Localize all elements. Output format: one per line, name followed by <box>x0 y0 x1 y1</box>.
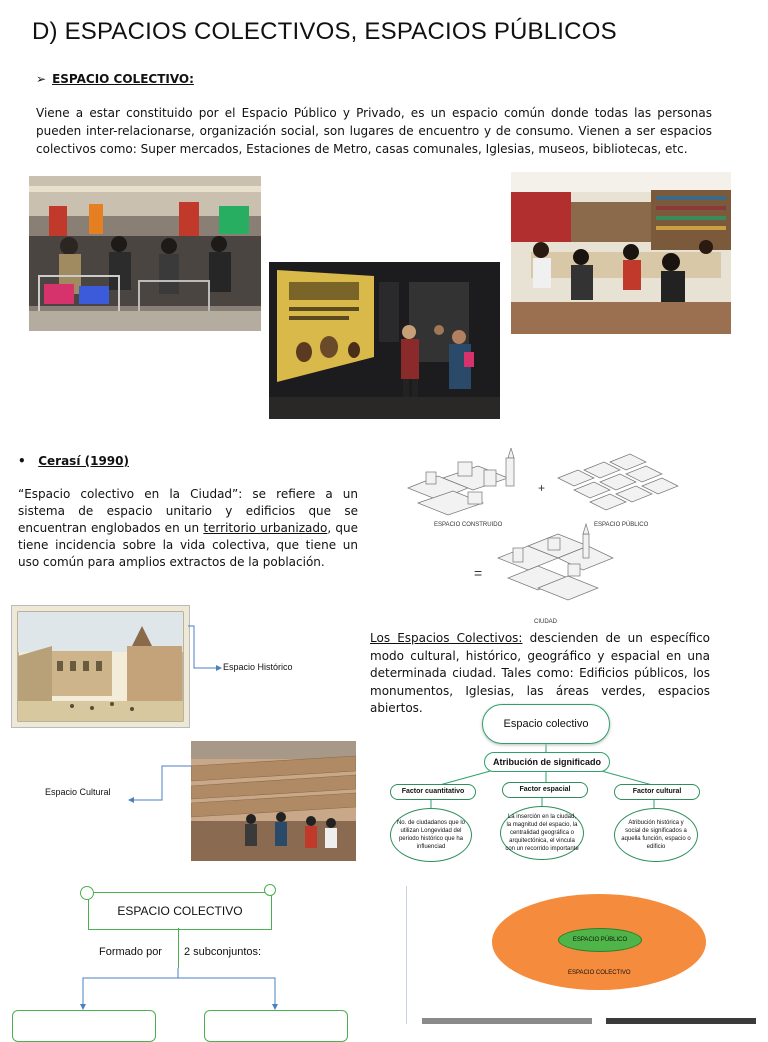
espacios-colectivos-text: descienden de un específico modo cultural, histórico, geográfico y espacial en una determinada ciudad. Tales como: Edificios públicos, los monumentos, Iglesias, las áreas verdes, espacios abiertos. <box>370 631 711 715</box>
factor-cultural-node: Factor cultural <box>614 784 700 800</box>
library-photo <box>511 172 731 334</box>
section-label: Cerasí (1990) <box>38 454 129 468</box>
label-espacio-historico: Espacio Histórico <box>223 662 293 672</box>
historic-engraving-image <box>11 605 190 728</box>
formado-por-label: Formado por <box>99 946 162 958</box>
espacio-colectivo-oval-label: ESPACIO COLECTIVO <box>568 970 631 976</box>
dot-bullet-icon: • <box>18 454 26 468</box>
espacios-colectivos-label: Los Espacios Colectivos: <box>370 631 523 645</box>
city-diagram <box>398 448 690 628</box>
scroll-curl-right <box>264 884 276 896</box>
section-heading-cerasi <box>18 454 129 468</box>
museum-photo <box>269 262 500 419</box>
subset-box-left <box>12 1010 156 1042</box>
concept-mid-node: Atribución de significado <box>484 752 610 772</box>
factor-espacial-desc: La inserción en la ciudad, la magnitud del espacio, la centralidad geográfica o arquitectónica, el vincula con un recorrido importante <box>500 806 584 860</box>
label-espacio-publico: ESPACIO PÚBLICO <box>594 522 649 528</box>
cerasi-text-underlined: territorio urbanizado <box>203 521 328 535</box>
espacio-publico-inner-oval: ESPACIO PÚBLICO <box>558 928 642 952</box>
factor-cuantitativo-desc: No. de ciudadanos que lo utilizan Longevidad del periodo histórico que ha influenciad <box>390 808 472 862</box>
concept-map <box>386 702 706 870</box>
archaeological-site-photo <box>191 741 356 861</box>
equals-sign: = <box>474 565 483 581</box>
cerasi-text-b: , que tiene incidencia sobre la vida colectiva, que tiene un uso común para amplios extractos de la población. <box>18 521 359 569</box>
branch-arrows <box>76 968 286 1012</box>
factor-cultural-desc: Atribución histórica y social de significados a aquella función, espacio o edificio <box>614 808 698 862</box>
cultural-connector-arrow <box>126 764 194 806</box>
label-espacio-construido: ESPACIO CONSTRUIDO <box>434 522 503 528</box>
cerasi-paragraph <box>18 486 358 571</box>
page-title: D) ESPACIOS COLECTIVOS, ESPACIOS PÚBLICOS <box>32 18 617 45</box>
scroll-curl-left <box>80 886 94 900</box>
concept-root-node: Espacio colectivo <box>482 704 610 744</box>
section-heading-espacio-colectivo <box>36 72 194 86</box>
espacio-colectivo-box: ESPACIO COLECTIVO <box>88 892 272 930</box>
factor-espacial-node: Factor espacial <box>502 782 588 798</box>
subconjuntos-label: 2 subconjuntos: <box>184 946 262 958</box>
historic-connector-arrow <box>186 624 226 674</box>
box-connector-line <box>178 928 179 968</box>
arrow-bullet-icon: ➢ <box>36 72 47 86</box>
subset-box-right <box>204 1010 348 1042</box>
factor-cuantitativo-node: Factor cuantitativo <box>390 784 476 800</box>
label-espacio-cultural: Espacio Cultural <box>45 787 111 797</box>
label-ciudad: CIUDAD <box>534 619 558 625</box>
vertical-divider <box>406 886 407 1024</box>
supermarket-photo <box>29 176 261 331</box>
plus-sign: + <box>538 481 546 495</box>
bottom-photo-left <box>422 1018 592 1024</box>
section-label: ESPACIO COLECTIVO: <box>52 72 194 86</box>
cerasi-text-a: “Espacio colectivo en la Ciudad”: se refiere a un sistema de espacio unitario y edificios que se encuentran englobados en un <box>18 487 358 535</box>
intro-paragraph: Viene a estar constituido por el Espacio Público y Privado, es un espacio común donde todas las personas pueden inter-relacionarse, organización social, son lugares de encuentro y de consumo. Vienen a ser espacios colectivos como: Super mercados, Estaciones de Metro, casas comunales, Iglesias, museos, bibliotecas, etc. <box>36 106 712 156</box>
bottom-photo-right <box>606 1018 756 1024</box>
